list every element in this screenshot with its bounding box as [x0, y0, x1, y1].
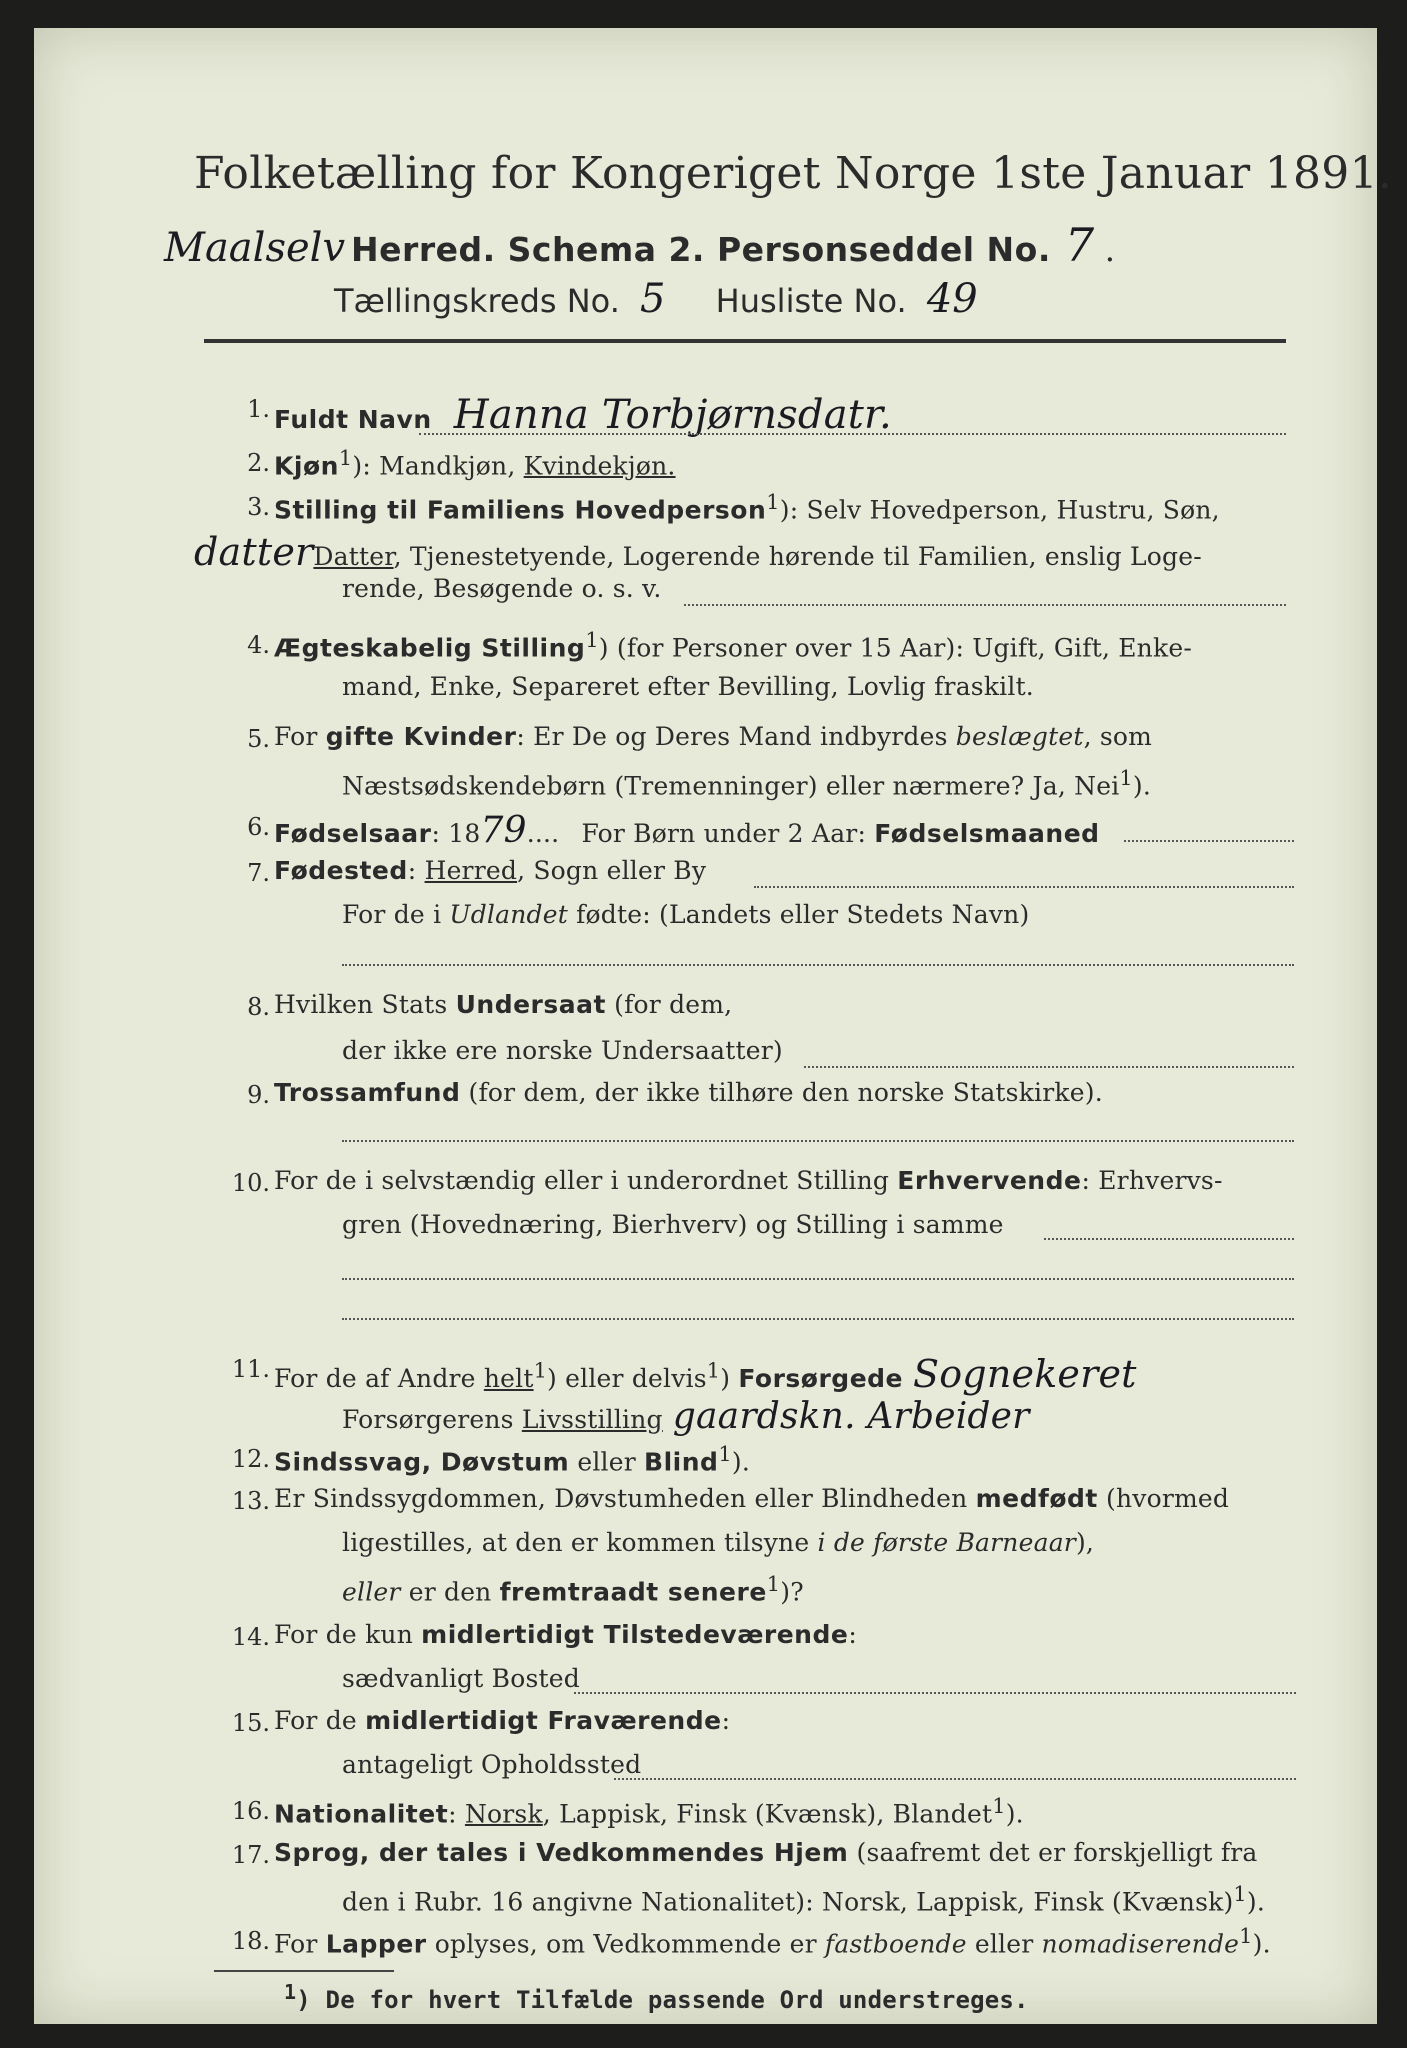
later-onset-label: fremtraadt senere [499, 1577, 767, 1607]
text: For [274, 1929, 326, 1959]
text: For de kun [274, 1620, 422, 1649]
dotted-line [684, 604, 1286, 606]
item-11-line-2 [342, 1396, 1030, 1437]
lapper-label: Lapper [325, 1929, 427, 1959]
item-5-line-1 [274, 722, 1152, 751]
text: er den [400, 1577, 500, 1607]
probable-residence-label: antageligt Opholdssted [342, 1750, 642, 1779]
married-women-label: gifte Kvinder [325, 722, 517, 751]
dotted-line [804, 1066, 1294, 1068]
gender-options: ): Mandkjøn, [352, 451, 524, 481]
text: For Børn under 2 Aar: [581, 819, 875, 848]
supporter-occupation-handwritten: gaardskn. Arbeider [672, 1396, 1030, 1437]
usual-residence-label: sædvanligt Bosted [342, 1664, 580, 1693]
item-7-line-1 [274, 856, 706, 885]
herred-schema-label: Herred. Schema 2. Personseddel No. [351, 230, 1051, 269]
birthplace-selected: Herred [424, 856, 518, 885]
item-5-line-2 [342, 766, 1151, 800]
item-number: 13. [231, 1487, 270, 1515]
marital-label: Ægteskabelig Stilling [274, 633, 586, 663]
marital-options-2: mand, Enke, Separeret efter Bevilling, Lovlig fraskilt. [342, 672, 1034, 701]
footnote-rule [214, 1970, 394, 1972]
kreds-line [334, 276, 978, 322]
item-9-line [274, 1078, 1103, 1107]
item-18-line [274, 1924, 1271, 1958]
text: .... [526, 819, 568, 848]
item-17-line-1 [274, 1838, 1258, 1867]
supported-label: Forsørgede [738, 1364, 903, 1393]
dotted-line [342, 1318, 1294, 1320]
text: gren (Hovednæring, Bierhverv) og Stilling i samme [342, 1210, 1004, 1239]
item-number: 8. [247, 993, 270, 1021]
dotted-line [1044, 1238, 1294, 1240]
position-selected: Datter [313, 542, 394, 571]
text: ), [1075, 1528, 1095, 1557]
item-4-line-2 [342, 672, 1034, 701]
footnote-mark: 1 [766, 1572, 781, 1596]
text: ). [731, 1447, 750, 1477]
item-14-line-2 [342, 1664, 580, 1693]
item-number: 6. [247, 813, 270, 841]
text: : [721, 1706, 731, 1735]
text: (for dem, [605, 990, 733, 1019]
item-number: 17. [231, 1841, 270, 1869]
footnote-mark: 1 [706, 1358, 721, 1383]
item-17-line-2 [342, 1882, 1265, 1916]
item-number: 11. [231, 1355, 270, 1383]
dotted-line [342, 964, 1294, 966]
text: eller [342, 1577, 401, 1607]
item-4-line-1 [274, 628, 1192, 662]
position-options-3: rende, Besøgende o. s. v. [342, 574, 662, 603]
text: : Erhvervs- [1081, 1166, 1223, 1195]
text: ) [720, 1364, 739, 1393]
subject-label: Undersaat [455, 990, 606, 1019]
text: (saafremt det er forskjelligt fra [848, 1838, 1258, 1867]
text: nomadiserende [1041, 1929, 1240, 1959]
supported-fully: helt [483, 1364, 534, 1393]
item-10-line-2 [342, 1210, 1004, 1239]
census-form-page [34, 28, 1393, 2024]
husliste-handwritten: 49 [926, 276, 978, 322]
dotted-line [419, 433, 1286, 435]
item-15-line-2 [342, 1750, 641, 1779]
gender-selected: Kvindekjøn. [523, 451, 676, 481]
footnote-mark: 1 [284, 1980, 297, 2004]
footnote-mark: 1 [338, 446, 353, 470]
person-no-handwritten: 7 [1064, 218, 1095, 272]
footnote-mark: 1 [1239, 1924, 1253, 1948]
text: : Er De og Deres Mand indbyrdes [516, 722, 956, 751]
item-number: 5. [247, 725, 270, 753]
dotted-line [342, 1278, 1294, 1280]
dotted-line [1124, 840, 1294, 842]
text: eller [966, 1929, 1042, 1959]
text: For de i [342, 900, 450, 929]
birth-month-label: Fødselsmaaned [874, 819, 1100, 848]
temporary-present-label: midlertidigt Tilstedeværende [421, 1620, 849, 1649]
item-number: 1. [247, 395, 270, 423]
temporary-absent-label: midlertidigt Fraværende [365, 1706, 722, 1735]
item-7-line-2 [342, 900, 1029, 929]
position-options-2: , Tjenestetyende, Logerende hørende til Familien, enslig Loge- [393, 542, 1202, 571]
item-number: 10. [231, 1169, 270, 1197]
item-15-line-1 [274, 1706, 730, 1735]
item-number: 2. [247, 449, 270, 477]
birth-year-label: Fødselsaar [274, 819, 432, 848]
text: )? [780, 1577, 804, 1607]
text: ). [1252, 1929, 1271, 1959]
herred-handwritten: Maalselv [164, 225, 346, 271]
text: For de i selvstændig eller i underordnet Stilling [274, 1166, 898, 1195]
item-14-line-1 [274, 1620, 857, 1649]
text: Næstsødskendebørn (Tremenninger) eller nærmere? Ja, Nei [342, 771, 1120, 801]
text: ligestilles, at den er kommen tilsyne [342, 1528, 818, 1557]
footnote-text: ) De for hvert Tilfælde passende Ord understreges. [296, 1986, 1029, 2014]
item-3-line-1 [274, 490, 1220, 524]
text: , Lappisk, Finsk (Kvænsk), Blandet [542, 1799, 993, 1829]
text: (for dem, der ikke tilhøre den norske Statskirke). [460, 1078, 1103, 1107]
birthplace-label: Fødested [274, 856, 408, 885]
item-8-line-2 [342, 1036, 783, 1065]
text: Er Sindssygdommen, Døvstumheden eller Blindheden [274, 1484, 976, 1513]
item-3-line-3 [342, 574, 662, 603]
text: : [407, 856, 425, 885]
footnote-mark: 1 [533, 1358, 548, 1383]
text: , Sogn eller By [517, 856, 707, 885]
item-1-line [274, 392, 892, 438]
text: ). [1246, 1887, 1265, 1917]
text: beslægtet [955, 722, 1084, 751]
text: ) eller delvis [547, 1364, 707, 1393]
item-6-line [274, 810, 1100, 851]
dotted-line [754, 886, 1294, 888]
footnote-mark: 1 [1233, 1882, 1247, 1906]
kreds-label: Tællingskreds No. [334, 282, 620, 320]
item-13-line-1 [274, 1484, 1229, 1513]
item-16-line [274, 1794, 1024, 1828]
text: For de [274, 1706, 366, 1735]
birth-year-handwritten: 79 [480, 810, 527, 851]
footnote-mark: 1 [992, 1794, 1006, 1818]
text: For [274, 722, 326, 751]
language-label: Sprog, der tales i Vedkommendes Hjem [274, 1838, 849, 1867]
birth-year-prefix: : 18 [431, 819, 481, 848]
position-options-1: ): Selv Hovedperson, Hustru, Søn, [779, 495, 1220, 525]
text: fødte: (Landets eller Stedets Navn) [567, 900, 1030, 929]
item-number: 12. [231, 1445, 270, 1473]
text: : [848, 1620, 857, 1649]
item-number: 7. [247, 859, 270, 887]
text: Udlandet [449, 900, 568, 929]
disability-label: Sindssvag, Døvstum [274, 1447, 570, 1477]
text: , som [1083, 722, 1153, 751]
item-number: 14. [231, 1623, 270, 1651]
text: ). [1132, 771, 1151, 801]
text: Forsørgerens [342, 1405, 522, 1434]
supporter-occupation-label: Livsstilling [521, 1405, 663, 1434]
text: : [448, 1799, 465, 1829]
kreds-handwritten: 5 [640, 276, 666, 322]
full-name-label: Fuldt Navn [274, 405, 432, 434]
religion-label: Trossamfund [274, 1078, 461, 1107]
item-number: 16. [231, 1797, 270, 1825]
full-name-handwritten: Hanna Torbjørnsdatr. [453, 392, 892, 438]
occupation-label: Erhvervende [897, 1166, 1082, 1195]
item-11-line-1 [274, 1352, 1137, 1396]
text: der ikke ere norske Undersaatter) [342, 1036, 783, 1065]
position-handwritten: datter [194, 530, 314, 574]
item-number: 3. [247, 493, 270, 521]
text: eller [569, 1447, 645, 1477]
text: fastboende [824, 1929, 967, 1959]
item-3-line-2 [194, 530, 1202, 574]
item-number: 15. [231, 1709, 270, 1737]
blind-label: Blind [644, 1447, 719, 1477]
position-label: Stilling til Familiens Hovedperson [274, 495, 767, 525]
marital-options-1: ) (for Personer over 15 Aar): Ugift, Gift, Enke- [598, 633, 1192, 663]
text: oplyses, om Vedkommende er [426, 1929, 825, 1959]
dotted-line [342, 1140, 1294, 1142]
footnote-mark: 1 [718, 1442, 732, 1466]
text: (hvormed [1097, 1484, 1230, 1513]
dotted-line [614, 1778, 1296, 1780]
text: den i Rubr. 16 angivne Nationalitet): Norsk, Lappisk, Finsk (Kvænsk) [342, 1887, 1234, 1917]
item-8-line-1 [274, 990, 732, 1019]
footnote-mark: 1 [766, 490, 780, 514]
dotted-line [574, 1692, 1296, 1694]
footnote [284, 1980, 1029, 2014]
item-2-line [274, 446, 676, 480]
footnote-mark: 1 [1119, 766, 1133, 790]
item-13-line-2 [342, 1528, 1094, 1557]
supported-handwritten: Sognekeret [913, 1352, 1137, 1396]
item-10-line-1 [274, 1166, 1223, 1195]
item-number: 9. [247, 1081, 270, 1109]
item-number: 4. [247, 631, 270, 659]
text: Hvilken Stats [274, 990, 456, 1019]
item-13-line-3 [342, 1572, 804, 1606]
nationality-label: Nationalitet [274, 1799, 449, 1829]
header-rule [204, 339, 1286, 343]
text: For de af Andre [274, 1364, 484, 1393]
husliste-label: Husliste No. [715, 282, 907, 320]
text: ). [1005, 1799, 1024, 1829]
text: i de første Barneaar [817, 1528, 1076, 1557]
item-12-line [274, 1442, 750, 1476]
congenital-label: medfødt [975, 1484, 1098, 1513]
item-number: 18. [231, 1927, 270, 1955]
herred-line: Maalselv Herred. Schema 2. Personseddel No. 7 . [164, 218, 1116, 272]
gender-label: Kjøn [274, 451, 339, 481]
form-title: Folketælling for Kongeriget Norge 1ste Januar 1891. [194, 148, 1393, 199]
footnote-mark: 1 [585, 628, 599, 652]
nationality-selected: Norsk [464, 1799, 543, 1829]
